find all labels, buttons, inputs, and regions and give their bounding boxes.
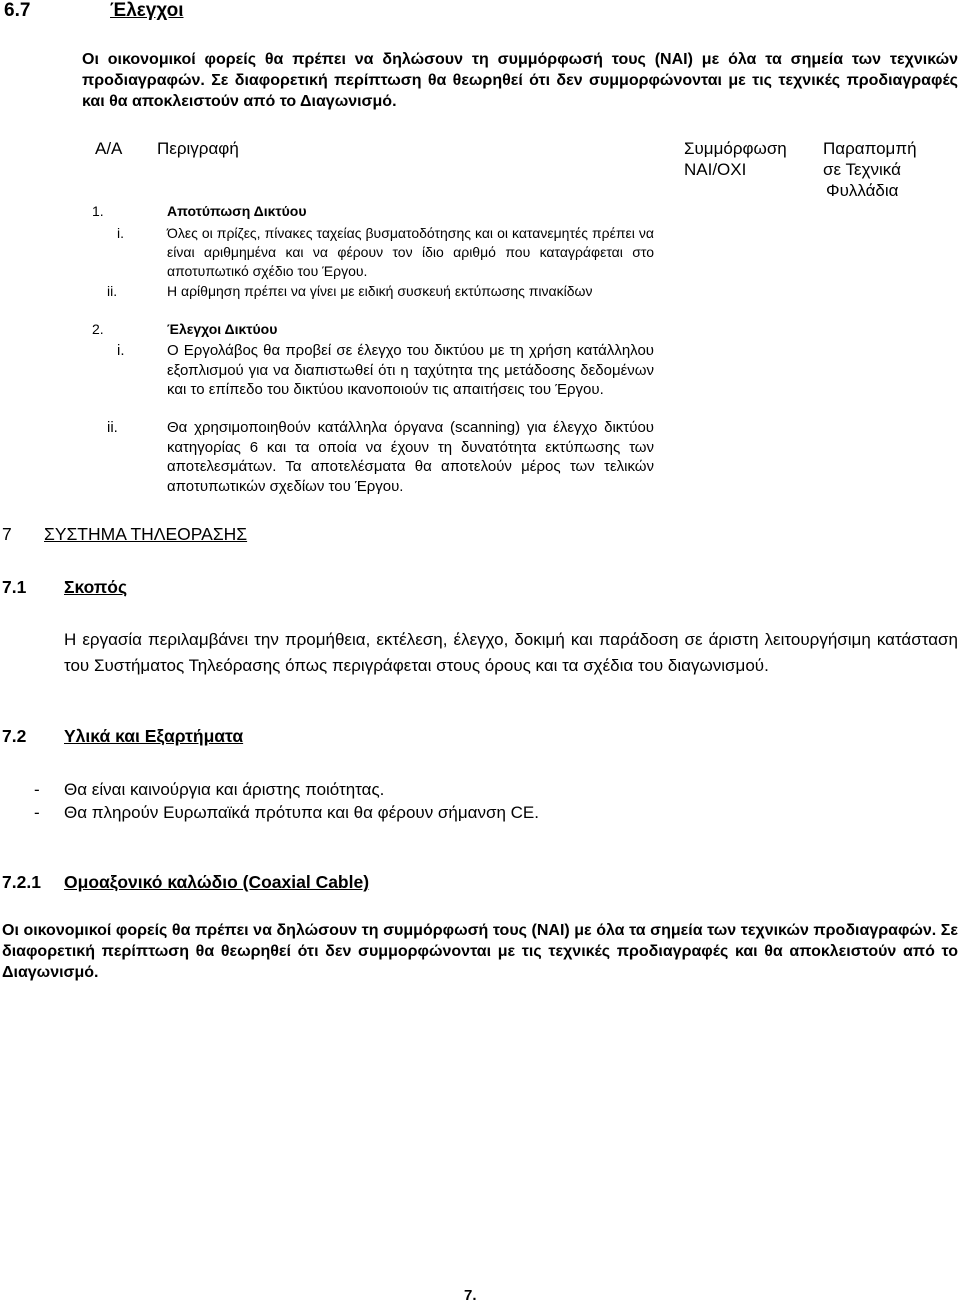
- table-item-text: Όλες οι πρίζες, πίνακες ταχείας βυσματοδότησης και οι κατανεμητές πρέπει να είναι αριθμημένα και να φέρουν τον ίδιο αριθμό που καταγράφεται στο αποτυπωτικό σχέδιο του Έργου.: [167, 225, 654, 279]
- table-group-title: Έλεγχοι Δικτύου: [167, 321, 278, 337]
- table-item-number: ii.: [107, 419, 118, 436]
- table-header-reference-line1: Παραπομπή: [823, 139, 917, 158]
- table-header-description: Περιγραφή: [157, 139, 239, 158]
- section-title: Έλεγχοι: [110, 0, 184, 21]
- table-item-number: i.: [117, 225, 124, 241]
- section-number: 7.1: [2, 577, 27, 597]
- subsection-title: Ομοαξονικό καλώδιο (Coaxial Cable): [64, 872, 370, 892]
- table-item-text: Θα χρησιμοποιηθούν κατάλληλα όργανα (scanning) για έλεγχο δικτύου κατηγορίας 6 και τα οποία να έχουν τη δυνατότητα εκτύπωσης των αποτελεσμάτων. Τα αποτελέσματα θα αποτελούν μέρος των τελικών αποτυπωτικών σχεδίων του Έργου.: [167, 419, 654, 495]
- table-item-text: Ο Εργολάβος θα προβεί σε έλεγχο του δικτύου με τη χρήση κατάλληλου εξοπλισμού για να διαπιστωθεί ότι η ταχύτητα της μετάδοσης δεδομένων και το επίπεδο του δικτύου ικανοποιούν τις απαιτήσεις του Έργου.: [167, 342, 654, 398]
- chapter-title: ΣΥΣΤΗΜΑ ΤΗΛΕΟΡΑΣΗΣ: [44, 524, 248, 544]
- table-item-number: ii.: [107, 283, 118, 299]
- subsection-number: 7.2.1: [2, 872, 41, 892]
- table-header-compliance-line1: Συμμόρφωση: [684, 139, 787, 158]
- table-header-aa: Α/Α: [95, 139, 123, 158]
- list-dash: -: [34, 780, 40, 799]
- section-number: 7.2: [2, 726, 27, 746]
- list-item-text: Θα είναι καινούργια και άριστης ποιότητας.: [64, 780, 385, 799]
- table-group-number: 2.: [92, 321, 104, 337]
- section-number: 6.7: [4, 0, 31, 21]
- section-paragraph: Η εργασία περιλαμβάνει την προμήθεια, εκτέλεση, έλεγχο, δοκιμή και παράδοση σε άριστη λειτουργήσιμη κατάσταση του Συστήματος Τηλεόρασης όπως περιγράφεται στους όρους και τα σχέδια του διαγωνισμού.: [64, 630, 958, 675]
- page-number: 7.: [464, 1287, 477, 1304]
- section-title: Υλικά και Εξαρτήματα: [64, 726, 244, 746]
- chapter-number: 7: [2, 524, 12, 544]
- table-header-reference-line2: σε Τεχνικά: [823, 160, 901, 179]
- table-group-number: 1.: [92, 203, 104, 219]
- table-group-title: Αποτύπωση Δικτύου: [167, 203, 307, 219]
- table-header-compliance: [684, 138, 787, 180]
- table-header-reference: [823, 138, 917, 201]
- section-title: Σκοπός: [64, 577, 128, 597]
- list-item-text: Θα πληρούν Ευρωπαϊκά πρότυπα και θα φέρουν σήμανση CE.: [64, 803, 539, 822]
- section-intro-paragraph: Οι οικονομικοί φορείς θα πρέπει να δηλώσουν τη συμμόρφωσή τους (ΝΑΙ) με όλα τα σημεία των τεχνικών προδιαγραφών. Σε διαφορετική περίπτωση θα θεωρηθεί ότι δεν συμμορφώνονται με τις τεχνικές προδιαγραφές και θα αποκλειστούν από το Διαγωνισμό.: [82, 51, 958, 110]
- table-item-number: i.: [117, 342, 125, 359]
- list-item: [34, 802, 539, 823]
- list-dash: -: [34, 803, 40, 822]
- table-header-reference-line3: Φυλλάδια: [826, 181, 899, 200]
- table-header-compliance-line2: ΝΑΙ/ΟΧΙ: [684, 160, 747, 179]
- section-paragraph: Οι οικονομικοί φορείς θα πρέπει να δηλώσουν τη συμμόρφωσή τους (ΝΑΙ) με όλα τα σημεία των τεχνικών προδιαγραφών. Σε διαφορετική περίπτωση θα θεωρηθεί ότι δεν συμμορφώνονται με τις τεχνικές προδιαγραφές και θα αποκλειστούν από το Διαγωνισμό.: [2, 922, 958, 981]
- list-item: [34, 779, 384, 800]
- table-item-text: Η αρίθμηση πρέπει να γίνει με ειδική συσκευή εκτύπωσης πινακίδων: [167, 283, 593, 299]
